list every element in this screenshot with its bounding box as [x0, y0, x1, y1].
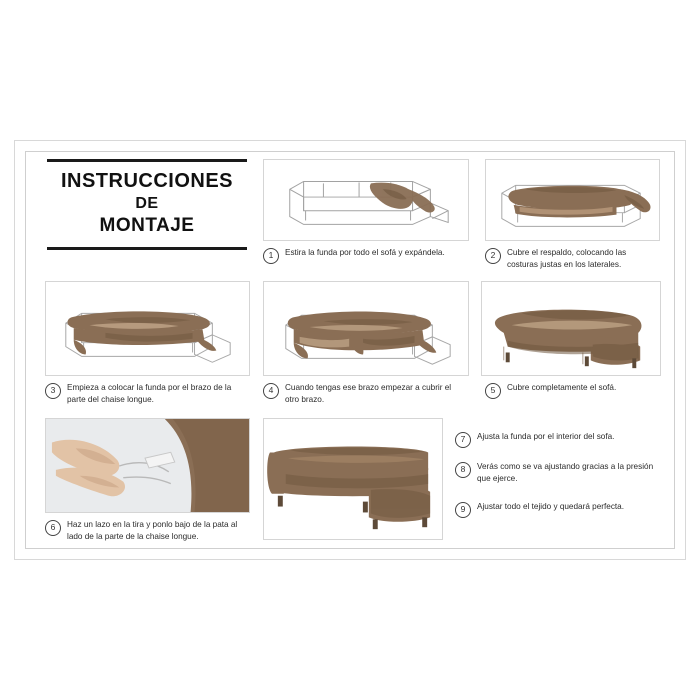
- title-rule-bottom: [47, 247, 247, 250]
- title-line-1: INSTRUCCIONES: [60, 170, 234, 192]
- step-2-illustration: [485, 159, 660, 241]
- step-2-caption: [485, 247, 657, 270]
- step-6-caption: [45, 519, 247, 542]
- sofa-drawing-step5: [482, 282, 660, 375]
- step-5-number: 5: [485, 383, 501, 399]
- step-6-illustration: [45, 418, 250, 513]
- step-1-number: 1: [263, 248, 279, 264]
- step-9-text: Ajustar todo el tejido y quedará perfecta.: [477, 502, 625, 511]
- step-8-number: 8: [455, 462, 471, 478]
- instruction-sheet: [14, 140, 686, 560]
- step-6-number: 6: [45, 520, 61, 536]
- step-7-illustration: [263, 418, 443, 540]
- step-5-caption: [485, 382, 657, 399]
- step-8-text: Verás como se va ajustando gracias a la presión que ejerce.: [477, 462, 654, 483]
- step-3-text: Empieza a colocar la funda por el brazo de la parte del chaise longue.: [67, 383, 232, 404]
- step-3-number: 3: [45, 383, 61, 399]
- step-9-caption: [455, 501, 660, 518]
- step-2-text: Cubre el respaldo, colocando las costuras justas en los laterales.: [507, 248, 627, 269]
- title-line-2: DE: [135, 195, 159, 212]
- finished-sofa-drawing: [264, 419, 442, 539]
- page-title: [37, 159, 257, 250]
- step-2-number: 2: [485, 248, 501, 264]
- sofa-drawing-step1: [264, 160, 468, 240]
- step-5-text: Cubre completamente el sofá.: [507, 383, 617, 392]
- step-1-caption: [263, 247, 463, 264]
- step-1-text: Estira la funda por todo el sofá y expándela.: [285, 248, 445, 257]
- step-9-number: 9: [455, 502, 471, 518]
- hands-tying-strap-drawing: [46, 419, 249, 512]
- title-line-3: MONTAJE: [99, 215, 195, 236]
- step-1-illustration: [263, 159, 469, 241]
- step-3-illustration: [45, 281, 250, 376]
- step-4-illustration: [263, 281, 469, 376]
- sofa-drawing-step4: [264, 282, 468, 375]
- step-4-caption: [263, 382, 463, 405]
- step-6-text: Haz un lazo en la tira y ponlo bajo de la pata al lado de la parte de la chaise longue.: [67, 520, 238, 541]
- step-7-number: 7: [455, 432, 471, 448]
- sofa-drawing-step2: [486, 160, 659, 240]
- step-4-text: Cuando tengas ese brazo empezar a cubrir el otro brazo.: [285, 383, 452, 404]
- step-8-caption: [455, 461, 660, 484]
- step-7-caption: [455, 431, 660, 448]
- sofa-drawing-step3: [46, 282, 249, 375]
- step-4-number: 4: [263, 383, 279, 399]
- step-5-illustration: [481, 281, 661, 376]
- step-7-text: Ajusta la funda por el interior del sofa.: [477, 432, 615, 441]
- step-3-caption: [45, 382, 245, 405]
